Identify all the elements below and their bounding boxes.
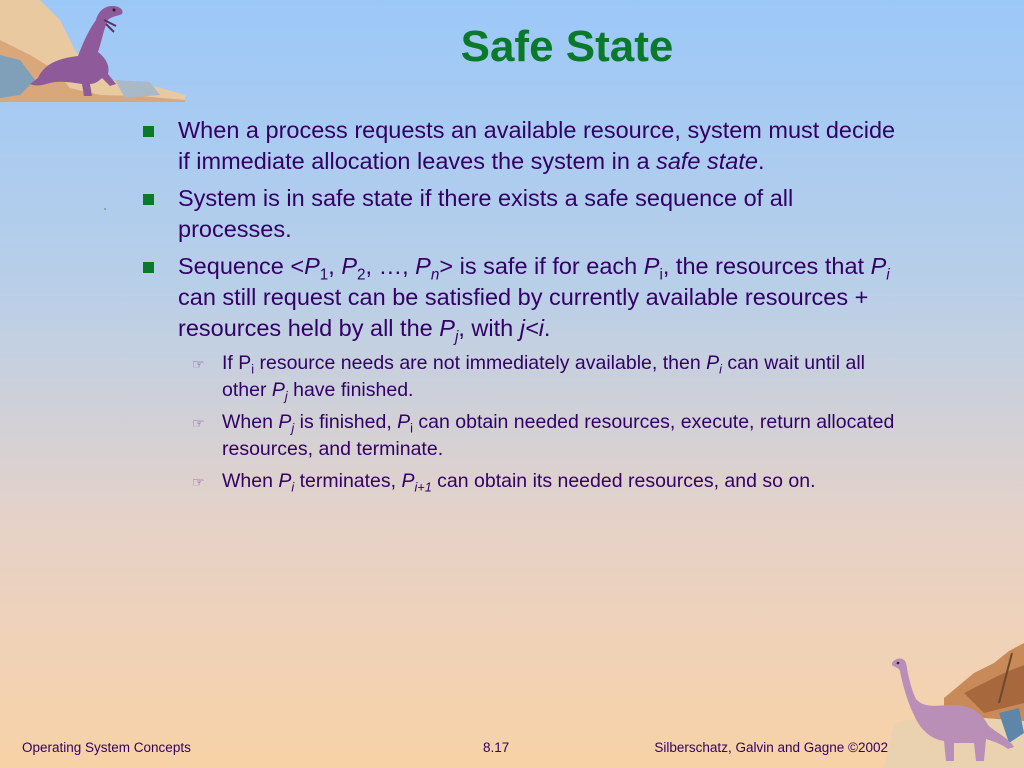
bullet-item [140,251,900,344]
sub-bullet-item [140,409,900,463]
footer-page-number: 8.17 [483,740,510,755]
stray-dot [104,208,106,210]
bullet-item [140,115,900,177]
slide-content [140,115,900,500]
slide-title: Safe State [460,22,674,71]
brontosaurus-illustration-icon [884,643,1024,768]
square-bullet-icon [143,194,154,205]
sub-bullet-text: When $P_i$ terminates, $P_{i+1}$ can obtain its needed resources, and so on. [222,470,816,495]
pointing-hand-icon: ☞ [192,356,205,372]
square-bullet-icon [143,126,154,137]
sub-bullet-item [140,468,900,495]
sub-bullet-item [140,350,900,404]
bullet-text: Sequence $<P_1$, $P_2$, …, $P_n>$ is safe if for each $P_i$, the resources that $P_i$ can still request can be satisfied by currently available resources + resources held by all the $P_j$, with j<i. [178,253,890,346]
footer-course-title: Operating System Concepts [22,740,191,755]
footer-copyright: Silberschatz, Galvin and Gagne ©2002 [654,740,888,755]
sub-bullet-text: If $P_i$ resource needs are not immediately available, then $P_i$ can wait until all other $P_j$ have finished. [222,352,865,404]
sub-bullet-text: When $P_j$ is finished, $P_i$ can obtain needed resources, execute, return allocated resources, and terminate. [222,411,895,460]
pointing-hand-icon: ☞ [192,474,205,490]
bullet-text: When a process requests an available resource, system must decide if immediate allocation leaves the system in a safe state. [178,117,896,174]
square-bullet-icon [143,262,154,273]
bullet-text: System is in safe state if there exists a safe sequence of all processes. [178,185,794,242]
pointing-hand-icon: ☞ [192,415,205,431]
bullet-item [140,183,900,245]
